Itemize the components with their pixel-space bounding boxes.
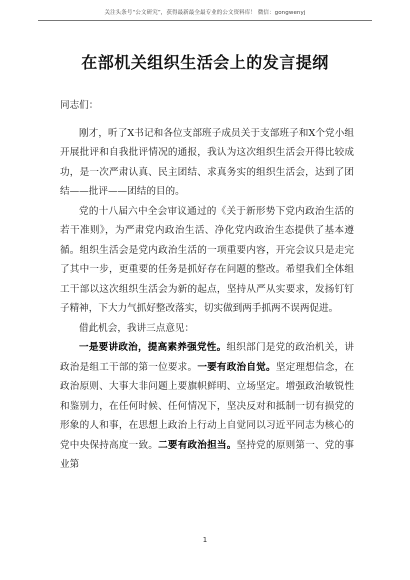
point-1-text-b: 坚定理想信念，在政治原则、大事大非问题上要旗帜鲜明、立场坚定。增强政治敏锐性和鉴别力，在任何时候、任何情况下，坚决反对和抵制一切有损党的形象的人和事，在思想上政治上行动上自觉同以习近平同志为核心的党中央保持高度一致。 xyxy=(60,361,355,451)
salutation: 同志们： xyxy=(60,100,99,111)
point-1-sub-1: 一要有政治自觉。 xyxy=(197,361,276,373)
point-1-text-a: 组织部门是党的政治机关，讲政治是组工干部的第一位要求。 xyxy=(60,342,355,373)
point-1-text-c: 坚持党的原则第一、党的事业第 xyxy=(60,439,355,470)
paragraph-2: 党的十八届六中全会审议通过的《关于新形势下党内政治生活的若干准则》，为严肃党内政治生活、净化党内政治生态提供了基本遵循。组织生活会是党内政治生活的一项重要内容，开完会议只是走完了其中一步，更重要的任务是抓好存在问题的整改。希望我们全体组工干部以这次组织生活会为新的起点，坚持从严从实要求，发扬钉钉子精神，下大力气抓好整改落实，切实做到两手抓两不误两促进。 xyxy=(60,205,354,314)
paragraph-1: 刚才，听了X书记和各位支部班子成员关于支部班子和X个党小组开展批评和自我批评情况的通报，我认为这次组织生活会开得比较成功，是一次严肃认真、民主团结、求真务实的组织生活会，达到了团结——批评——团结的目的。 xyxy=(60,127,354,197)
paragraph-4 xyxy=(60,338,354,475)
point-1-heading: 一是要讲政治，提高素养强党性。 xyxy=(79,342,227,353)
document-title: 在部机关组织生活会上的发言提纲 xyxy=(81,53,329,72)
page-number: 1 xyxy=(202,536,208,544)
header-divider xyxy=(38,20,372,21)
document-body xyxy=(60,96,354,475)
point-1-sub-2: 二要有政治担当。 xyxy=(158,439,237,451)
header-note: 关注头条号“公文研究”，获得最新最全最专业的公文资料库！ 微信：gongwenyj xyxy=(104,10,306,16)
paragraph-3: 借此机会，我讲三点意见： xyxy=(79,322,195,334)
